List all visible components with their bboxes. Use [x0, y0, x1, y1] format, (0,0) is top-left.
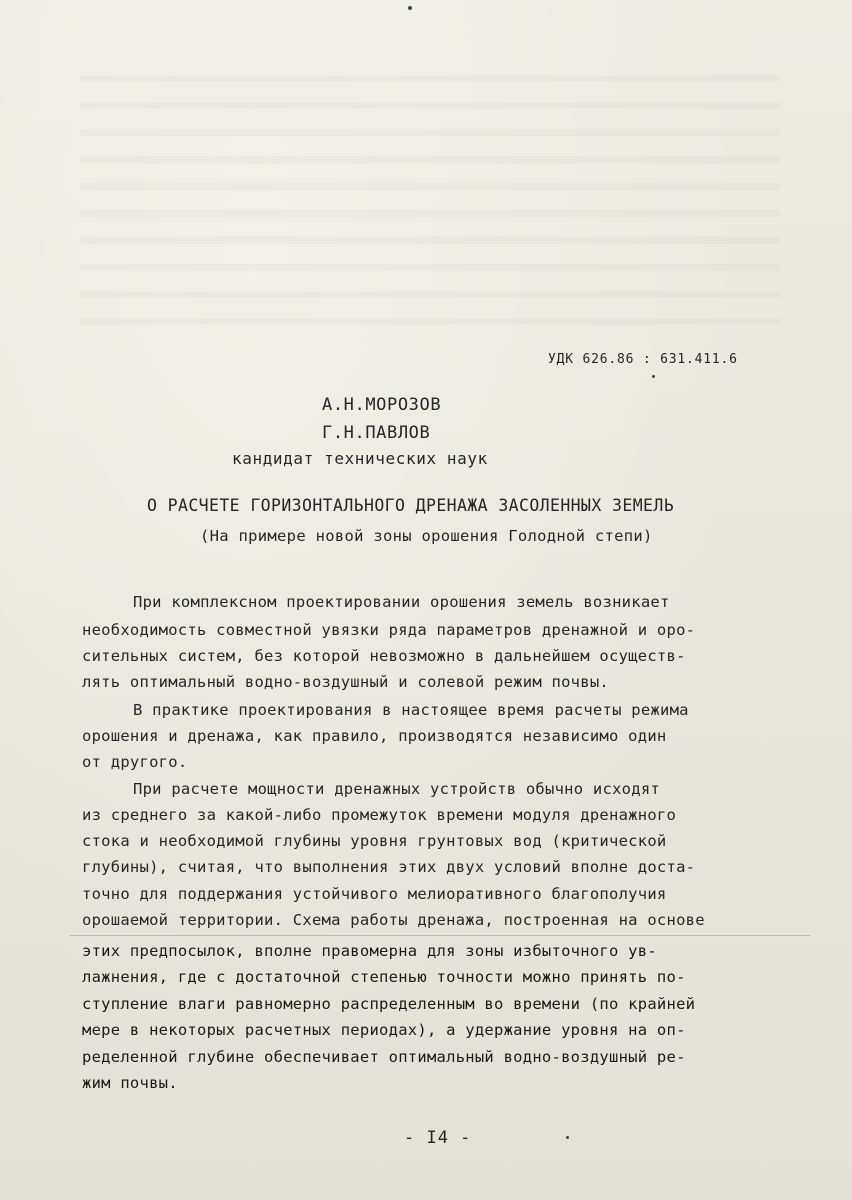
- show-through-text: [80, 75, 780, 335]
- author-name: А.Н.МОРОЗОВ: [322, 395, 442, 415]
- body-line: лять оптимальный водно-воздушный и солевой режим почвы.: [82, 673, 609, 691]
- author-degree: кандидат технических наук: [232, 449, 488, 468]
- udk-code: УДК 626.86 : 631.411.6: [548, 352, 738, 367]
- body-line: В практике проектирования в настоящее время расчеты режима: [133, 701, 689, 719]
- body-line: этих предпосылок, вполне правомерна для зоны избыточного ув-: [82, 942, 657, 960]
- body-line: лажнения, где с достаточной степенью точности можно принять по-: [82, 968, 686, 986]
- paper-mark: [566, 1136, 569, 1139]
- body-line: из среднего за какой-либо промежуток времени модуля дренажного: [82, 806, 677, 824]
- body-line: от другого.: [82, 753, 188, 771]
- body-line: ределенной глубине обеспечивает оптимальный водно-воздушный ре-: [82, 1048, 686, 1066]
- body-line: орошаемой территории. Схема работы дренажа, построенная на основе: [82, 911, 705, 929]
- body-line: необходимость совместной увязки ряда параметров дренажной и оро-: [82, 621, 696, 639]
- body-line: глубины), считая, что выполнения этих двух условий вполне доста-: [82, 858, 696, 876]
- fold-line: [70, 935, 810, 936]
- article-subtitle: (На примере новой зоны орошения Голодной степи): [200, 527, 653, 545]
- body-line: сительных систем, без которой невозможно в дальнейшем осуществ-: [82, 647, 686, 665]
- article-title: О РАСЧЕТЕ ГОРИЗОНТАЛЬНОГО ДРЕНАЖА ЗАСОЛЕННЫХ ЗЕМЕЛЬ: [147, 496, 675, 515]
- page-number: - I4 -: [404, 1128, 472, 1148]
- body-line: мере в некоторых расчетных периодах), а удержание уровня на оп-: [82, 1021, 686, 1039]
- paper-mark: [652, 375, 655, 378]
- body-line: жим почвы.: [82, 1074, 178, 1092]
- body-line: орошения и дренажа, как правило, производятся независимо один: [82, 727, 667, 745]
- body-line: ступление влаги равномерно распределенным во времени (по крайней: [82, 995, 696, 1013]
- body-line: При расчете мощности дренажных устройств обычно исходят: [133, 780, 660, 798]
- body-line: точно для поддержания устойчивого мелиоративного благополучия: [82, 885, 667, 903]
- author-name: Г.Н.ПАВЛОВ: [322, 423, 431, 443]
- paper-mark: [408, 6, 412, 10]
- body-line: При комплексном проектировании орошения земель возникает: [133, 593, 670, 611]
- body-line: стока и необходимой глубины уровня грунтовых вод (критической: [82, 832, 667, 850]
